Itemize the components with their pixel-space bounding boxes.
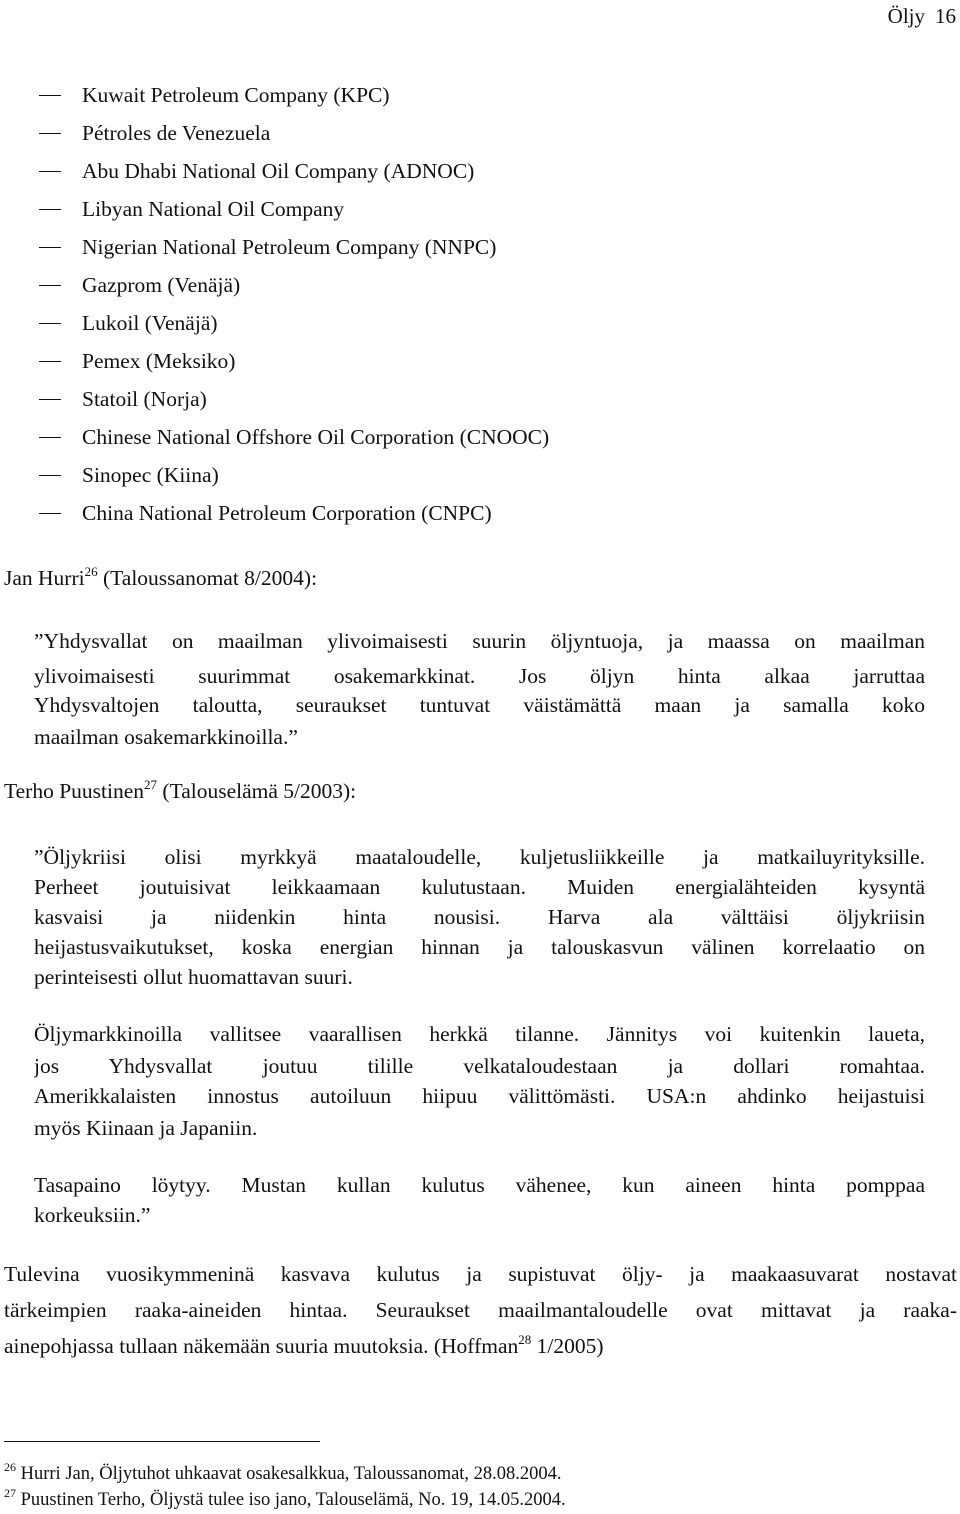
quote-line: ”Yhdysvallat on maailman ylivoimaisesti suurin öljyntuoja, ja maassa on maailman (34, 629, 925, 653)
quote-line: heijastusvaikutukset, koska energian hinnan ja talouskasvun välinen korrelaatio on (34, 935, 925, 959)
quote-line: myös Kiinaan ja Japaniin. (34, 1116, 258, 1140)
footnote-number: 26 (4, 1460, 16, 1474)
quote-line: perinteisesti ollut huomattavan suuri. (34, 965, 353, 989)
dash-bullet (39, 285, 61, 286)
quote-line: jos Yhdysvallat joutuu tilille velkataloudestaan ja dollari romahtaa. (34, 1054, 925, 1078)
quote-line: Yhdysvaltojen taloutta, seuraukset tuntuvat väistämättä maan ja samalla koko (34, 693, 925, 717)
dash-bullet (39, 475, 61, 476)
dash-bullet (39, 95, 61, 96)
dash-bullet (39, 247, 61, 248)
citation-puustinen: Terho Puustinen$^{27}$ (Talouselämä 5/2003): (4, 777, 357, 803)
dash-bullet (39, 513, 61, 514)
dash-bullet (39, 209, 61, 210)
dash-bullet (39, 437, 61, 438)
quote-line: ylivoimaisesti suurimmat osakemarkkinat. Jos öljyn hinta alkaa jarruttaa (34, 664, 925, 688)
dash-bullet (39, 171, 61, 172)
quote-line: Perheet joutuisivat leikkaamaan kulutustaan. Muiden energialähteiden kysyntä (34, 875, 925, 899)
quote-line: korkeuksiin.” (34, 1203, 151, 1227)
quote-line: Öljymarkkinoilla vallitsee vaarallisen herkkä tilanne. Jännitys voi kuitenkin laueta, (34, 1022, 925, 1046)
footnote-number: 27 (4, 1486, 16, 1500)
quote-line: Tasapaino löytyy. Mustan kullan kulutus vähenee, kun aineen hinta pomppaa (34, 1173, 925, 1197)
footnote-ref: 28 (518, 1332, 532, 1347)
footnote-separator (4, 1441, 320, 1442)
footnote-ref: 27 (144, 777, 158, 792)
header-title: Öljy (887, 4, 925, 28)
citation-hurri: Jan Hurri$^{26}$ (Taloussanomat 8/2004): (4, 564, 318, 590)
body-line: Tulevina vuosikymmeninä kasvava kulutus ja supistuvat öljy- ja maakaasuvarat nostavat (4, 1262, 957, 1286)
footnote: $^{27}$ Puustinen Terho, Öljystä tulee iso jano, Talouselämä, No. 19, 14.05.2004. (4, 1486, 566, 1510)
running-header (888, 4, 956, 29)
page-number: 16 (935, 4, 956, 28)
dash-bullet (39, 133, 61, 134)
quote-line: kasvaisi ja niidenkin hinta nousisi. Harva ala välttäisi öljykriisin (34, 905, 925, 929)
quote-line: ”Öljykriisi olisi myrkkyä maataloudelle, kuljetusliikkeille ja matkailuyrityksille. (34, 845, 925, 869)
quote-line: maailman osakemarkkinoilla.” (34, 725, 298, 749)
footnote: $^{26}$ Hurri Jan, Öljytuhot uhkaavat osakesalkkua, Taloussanomat, 28.08.2004. (4, 1460, 562, 1484)
quote-line: Amerikkalaisten innostus autoiluun hiipuu välittömästi. USA:n ahdinko heijastuisi (34, 1084, 925, 1108)
body-line: ainepohjassa tullaan näkemään suuria muutoksia. (Hoffman$^{28}$ 1/2005) (4, 1332, 604, 1358)
body-line: tärkeimpien raaka-aineiden hintaa. Seuraukset maailmantaloudelle ovat mittavat ja raaka- (4, 1298, 957, 1322)
dash-bullet (39, 323, 61, 324)
footnote-ref: 26 (84, 564, 98, 579)
dash-bullet (39, 399, 61, 400)
dash-bullet (39, 361, 61, 362)
